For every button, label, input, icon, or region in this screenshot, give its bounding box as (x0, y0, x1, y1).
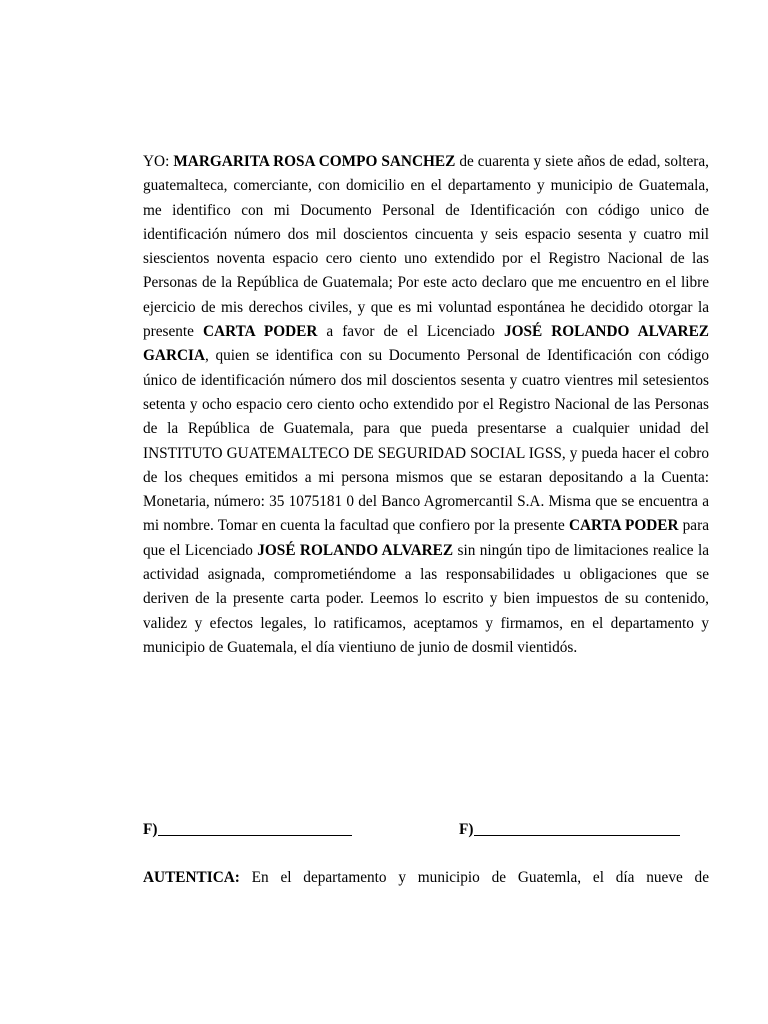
grantor-name: MARGARITA ROSA COMPO SANCHEZ (173, 153, 456, 170)
signature-right-line (474, 834, 680, 836)
text-segment-3: , quien se identifica con su Documento Personal de Identificación con código único de identificación número dos mil doscientos sesenta y cuatro vientres mil setesientos setenta y ocho espacio cero ciento ocho extendido por el Registro Nacional de las Personas de la República de Guatemala, para que pueda presentarse a cualquier unidad del INSTITUTO GUATEMALTECO DE SEGURIDAD SOCIAL IGSS, y pueda hacer el cobro de los cheques emitidos a mi persona mismos que se estaran depositando a la Cuenta: Monetaria, número: 35 1075181 0 del Banco Agromercantil S.A. Misma que se encuentra a mi nombre. Tomar en cuenta la facultad que confiero por la presente (143, 347, 709, 535)
document-body (143, 150, 709, 660)
text-segment-1: de cuarenta y siete años de edad, soltera, guatemalteca, comerciante, con domicilio en el departamento y municipio de Guatemala, me identifico con mi Documento Personal de Identificación con código unico de identificación número dos mil doscientos cincuenta y seis espacio sesenta y cuatro mil siescientos noventa espacio cero ciento uno extendido por el Registro Nacional de las Personas de la República de Guatemala; Por este acto declaro que me encuentro en el libre ejercicio de mis derechos civiles, y que es mi voluntad espontánea he decidido otorgar la presente (143, 153, 710, 341)
authentica-label: AUTENTICA: (143, 869, 240, 886)
attorney-name-short: JOSÉ ROLANDO ALVAREZ (257, 541, 454, 559)
main-paragraph (143, 150, 709, 660)
carta-poder-title-2: CARTA PODER (568, 517, 679, 535)
text-segment-4: para que el Licenciado (143, 517, 709, 559)
signature-right (459, 818, 680, 842)
text-segment-5: sin ningún tipo de limitaciones realice la actividad asignada, comprometiéndome a las responsabilidades u obligaciones que se deriven de la presente carta poder. Leemos lo escrito y bien impuestos de su contenido, validez y efectos legales, lo ratificamos, aceptamos y firmamos, en el departamento y municipio de Guatemala, el día vientiuno de junio de dosmil vientidós. (143, 541, 710, 656)
text-segment-2: a favor de el Licenciado (317, 323, 504, 341)
signature-right-label: F) (459, 821, 474, 838)
authentica-text: En el departamento y municipio de Guatemla, el día nueve de (239, 869, 709, 886)
para-yo: YO: (143, 153, 174, 170)
signature-left (143, 818, 352, 842)
authentica-paragraph (143, 866, 709, 890)
attorney-name-full: JOSÉ ROLANDO ALVAREZ GARCIA (143, 323, 709, 365)
signature-left-line (158, 834, 352, 836)
carta-poder-title-1: CARTA PODER (202, 323, 318, 341)
signature-block (143, 818, 709, 844)
signature-left-label: F) (143, 821, 158, 838)
